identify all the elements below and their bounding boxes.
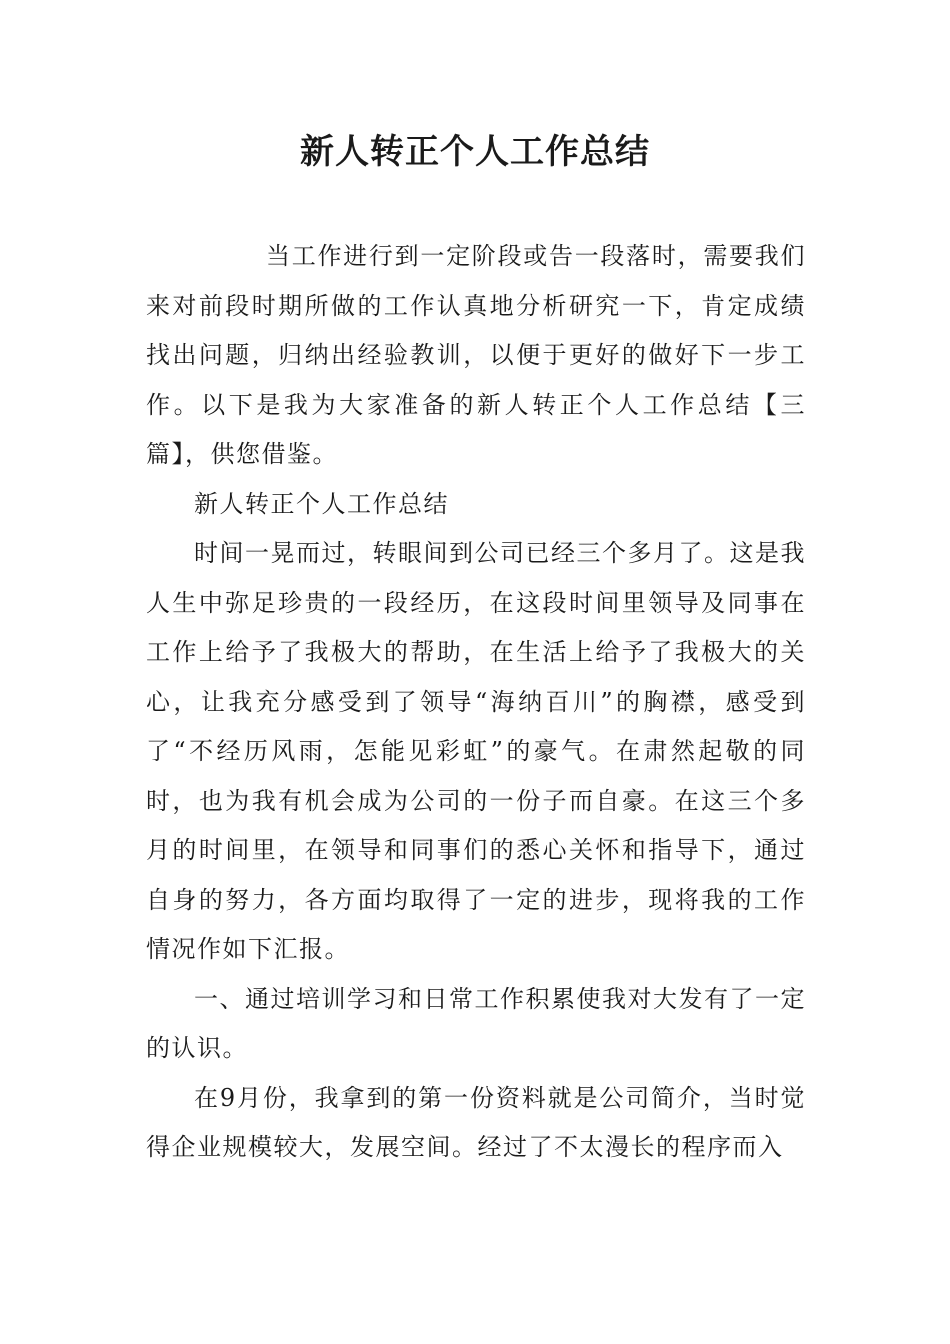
document-body [146,232,806,1173]
section-heading: 新人转正个人工作总结 [194,489,449,518]
section-point-heading: 一、通过培训学习和日常工作积累使我对大发有了一定的认识。 [146,984,806,1062]
body-paragraph: 时间一晃而过，转眼间到公司已经三个多月了。这是我人生中弥足珍贵的一段经历，在这段时间里领导及同事在工作上给予了我极大的帮助，在生活上给予了我极大的关心，让我充分感受到了领导“海纳百川”的胸襟，感受到了“不经历风雨，怎能见彩虹”的豪气。在肃然起敬的同时，也为我有机会成为公司的一份子而自豪。在这三个多月的时间里，在领导和同事们的悉心关怀和指导下，通过自身的努力，各方面均取得了一定的进步，现将我的工作情况作如下汇报。 [146,539,806,963]
intro-paragraph: 当工作进行到一定阶段或告一段落时，需要我们来对前段时期所做的工作认真地分析研究一下，肯定成绩找出问题，归纳出经验教训，以便于更好的做好下一步工作。以下是我为大家准备的新人转正个人工作总结【三篇】，供您借鉴。 [146,242,806,468]
document-title: 新人转正个人工作总结 [300,132,650,172]
body-paragraph: 在9月份，我拿到的第一份资料就是公司简介，当时觉得企业规模较大，发展空间。经过了不太漫长的程序而入 [146,1083,806,1161]
